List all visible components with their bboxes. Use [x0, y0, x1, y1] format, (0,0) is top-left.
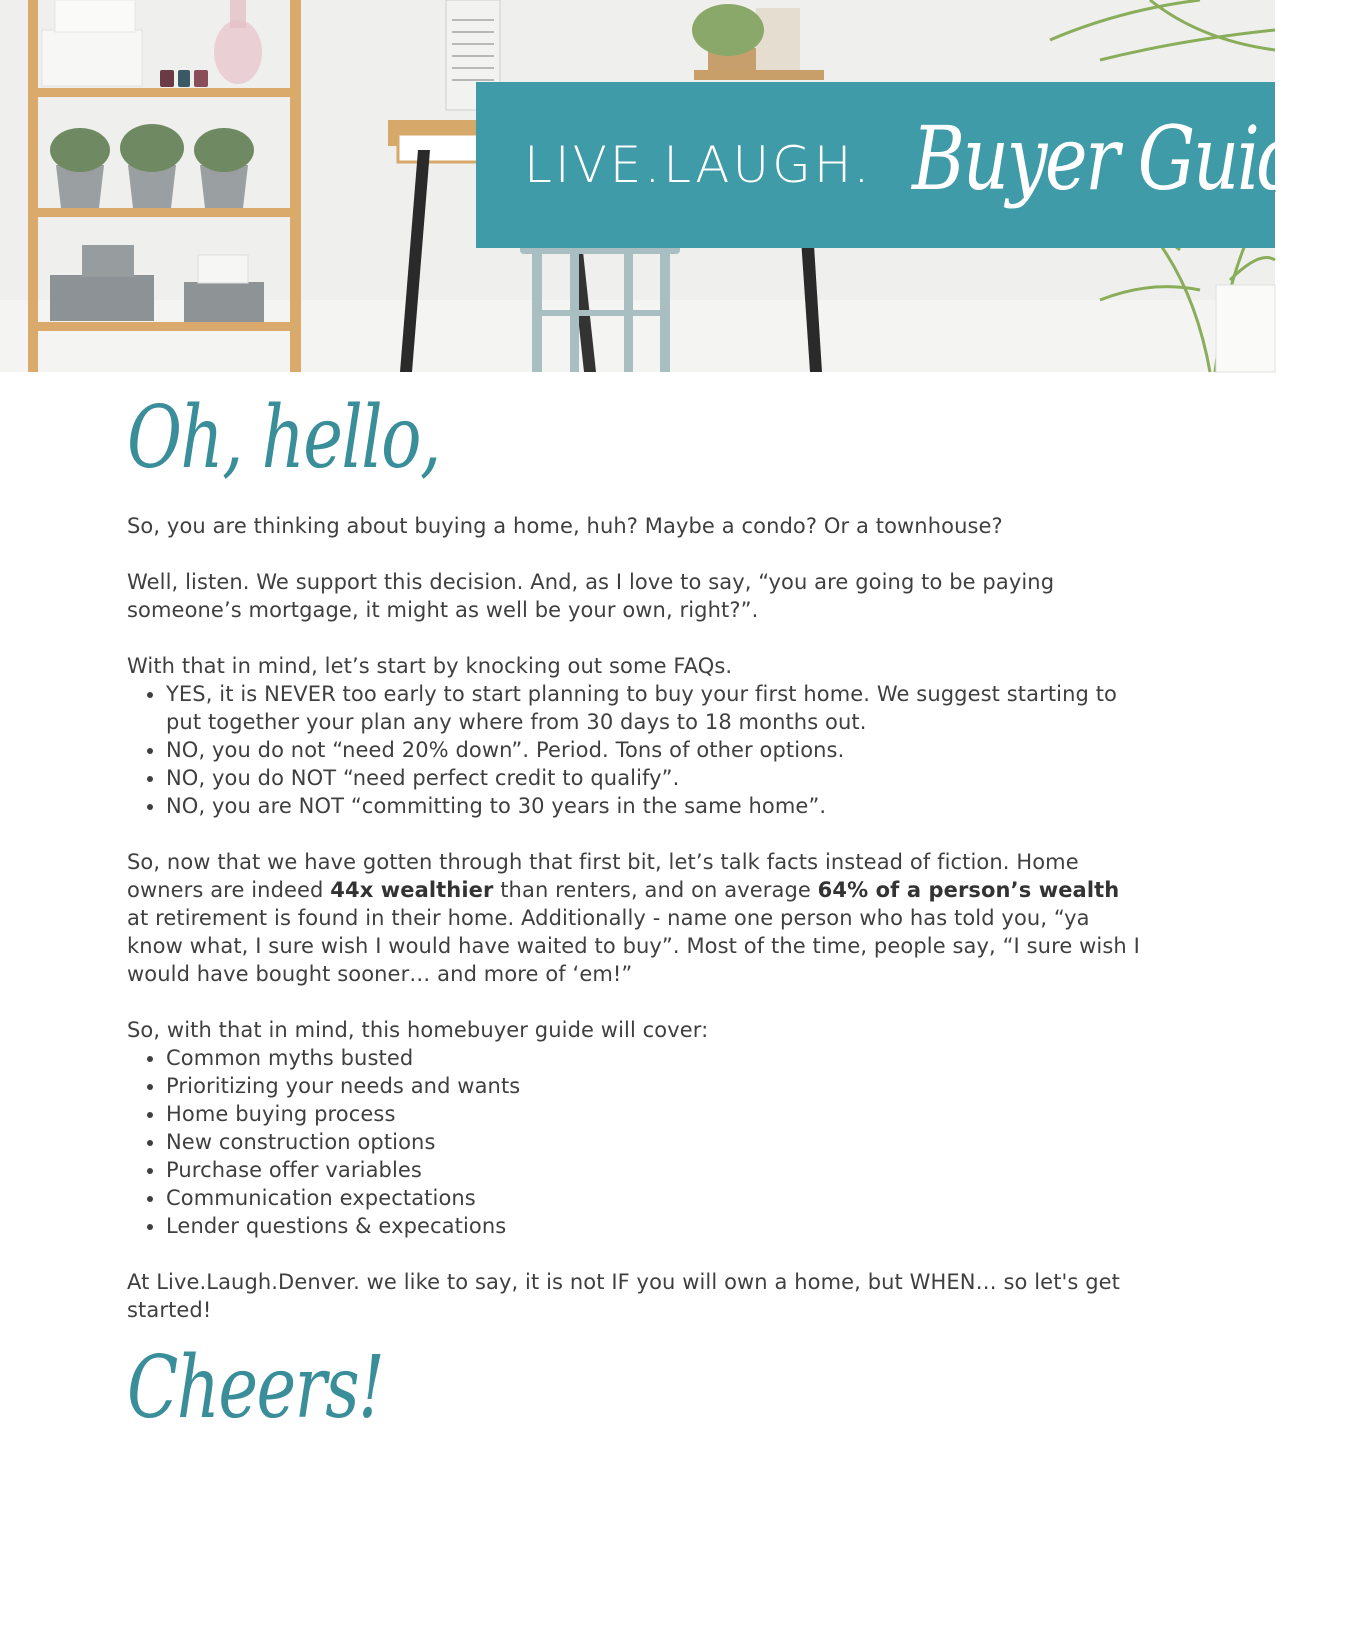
faq-intro: With that in mind, let’s start by knocking out some FAQs.	[127, 654, 733, 678]
intro-paragraph: So, you are thinking about buying a home, huh? Maybe a condo? Or a townhouse?	[127, 514, 1003, 538]
list-item: • NO, you do NOT “need perfect credit to qualify”.	[166, 764, 1147, 792]
wealth-multiplier-stat: 44x wealthier	[330, 878, 494, 902]
list-item: • Purchase offer variables	[166, 1156, 1147, 1184]
list-item: • Common myths busted	[166, 1044, 1147, 1072]
title-banner	[476, 82, 1362, 248]
facts-text-2: than renters, and on average	[493, 878, 818, 902]
list-item: • Home buying process	[166, 1100, 1147, 1128]
list-item: • Communication expectations	[166, 1184, 1147, 1212]
facts-text-3: at retirement is found in their home. Additionally - name one person who has told you, “ya know what, I sure wish I would have waited to buy”. Most of the time, people say, “I sure wish I would have bought sooner… and more of ‘em!”	[127, 906, 1140, 986]
faq-list	[127, 680, 1147, 820]
signoff-heading: Cheers!	[127, 1338, 384, 1438]
list-item: • Prioritizing your needs and wants	[166, 1072, 1147, 1100]
banner-title-caps: LIVE.LAUGH.	[524, 136, 873, 194]
list-item: • NO, you do not “need 20% down”. Period. Tons of other options.	[166, 736, 1147, 764]
cover-intro: So, with that in mind, this homebuyer guide will cover:	[127, 1018, 709, 1042]
greeting-heading: Oh, hello,	[127, 388, 440, 488]
support-paragraph: Well, listen. We support this decision. And, as I love to say, “you are going to be paying someone’s mortgage, it might as well be your own, right?”.	[127, 570, 1055, 622]
letter-body	[127, 388, 1147, 1448]
list-item: • New construction options	[166, 1128, 1147, 1156]
list-item: • NO, you are NOT “committing to 30 years in the same home”.	[166, 792, 1147, 820]
wealth-share-stat: 64% of a person’s wealth	[817, 878, 1120, 902]
topics-list	[127, 1044, 1147, 1240]
facts-text-1: So, now that we have gotten through that first bit, let’s talk facts instead of fiction. Home owners are indeed	[127, 850, 1079, 902]
facts-paragraph	[127, 848, 1147, 988]
list-item: • Lender questions & expecations	[166, 1212, 1147, 1240]
closing-paragraph: At Live.Laugh.Denver. we like to say, it is not IF you will own a home, but WHEN… so let's get started!	[127, 1270, 1120, 1322]
banner-title-script: Buyer Guide.	[912, 107, 1362, 210]
list-item: • YES, it is NEVER too early to start planning to buy your first home. We suggest starting to put together your plan any where from 30 days to 18 months out.	[166, 680, 1147, 736]
hero-photo	[0, 0, 1362, 372]
